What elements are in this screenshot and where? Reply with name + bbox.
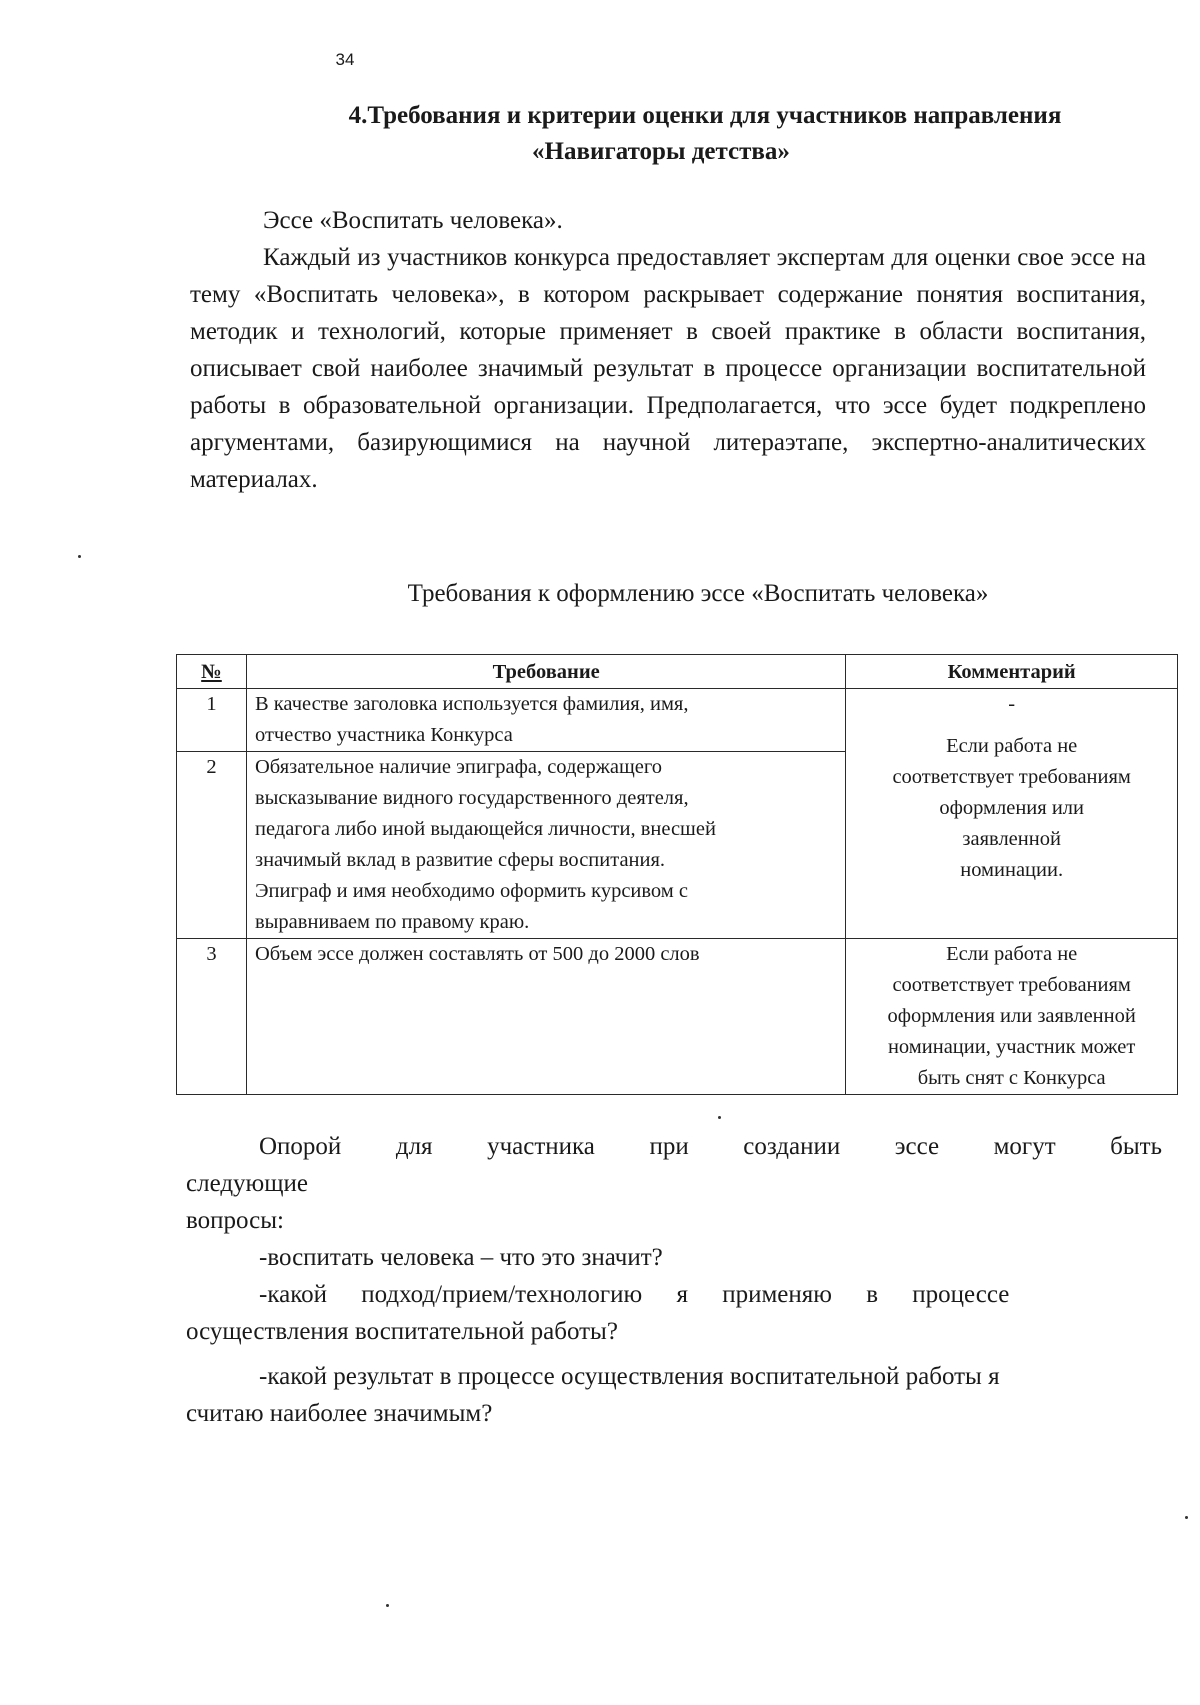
intro-paragraph: Каждый из участников конкурса предоставляет экспертам для оценки свое эссе на тему «Воспитать человека», в котором раскрывает содержание понятия воспитания, методик и технологий, которые применяет в своей практике в области воспитания, описывает свой наиболее значимый результат в процессе организации воспитательной работы в образовательной организации. Предполагается, что эссе будет подкреплено аргументами, базирующимися на научной литераэтапе, экспертно-аналитических материалах. [190, 244, 1146, 493]
comment-line: заявленной [962, 828, 1061, 850]
scan-speck [1185, 1516, 1188, 1519]
header-requirement: Требование [246, 655, 845, 689]
comment-line: соответствует требованиям [892, 974, 1131, 996]
table-row [177, 939, 1178, 1095]
header-number: № [177, 655, 247, 689]
comment-cell-merged [846, 689, 1178, 939]
page-number: 34 [335, 50, 355, 69]
comment-line: Если работа не [946, 735, 1078, 757]
comment-line: Если работа не [946, 943, 1078, 965]
comment-line: оформления или заявленной [887, 1005, 1136, 1027]
row-number: 1 [177, 689, 247, 752]
question-3-cont: считаю наиболее значимым? [186, 1400, 493, 1427]
row-number: 2 [177, 752, 247, 939]
comment-line: номинации. [960, 859, 1064, 881]
table-header-row [177, 655, 1178, 689]
heading-line-2: «Навигаторы детства» [532, 138, 790, 165]
requirement-cell [246, 752, 845, 939]
section-heading [186, 98, 1122, 170]
requirement-cell [246, 689, 845, 752]
comment-cell [846, 939, 1178, 1095]
question-2: -какой подход/прием/технологию я применяю в процессе [259, 1281, 1010, 1308]
row-number: 3 [177, 939, 247, 1095]
comment-line: оформления или [939, 797, 1085, 819]
question-1: -воспитать человека – что это значит? [259, 1244, 663, 1271]
comment-dash: - [1008, 693, 1016, 715]
heading-line-1: 4.Требования и критерии оценки для участников направления [348, 102, 1062, 129]
requirement-line: Объем эссе должен составлять от 500 до 2000 слов [254, 943, 700, 965]
requirement-cell [246, 939, 845, 1095]
intro-section [190, 202, 1146, 498]
requirement-line: Эпиграф и имя необходимо оформить курсивом с [254, 880, 688, 902]
requirements-table [176, 654, 1178, 1095]
table-title: Требования к оформлению эссе «Воспитать человека» [407, 580, 989, 607]
questions-intro-cont: вопросы: [186, 1207, 284, 1234]
requirement-line: В качестве заголовка используется фамилия, имя, [254, 693, 689, 715]
requirement-line: высказывание видного государственного деятеля, [254, 787, 689, 809]
requirement-line: выравниваем по правому краю. [254, 911, 530, 933]
requirement-line: Обязательное наличие эпиграфа, содержащего [254, 756, 663, 778]
question-2-cont: осуществления воспитательной работы? [186, 1318, 618, 1345]
scan-speck [718, 1116, 721, 1119]
scan-speck [78, 555, 81, 558]
essay-title: Эссе «Воспитать человека». [263, 207, 563, 234]
comment-line: быть снят с Конкурса [917, 1067, 1106, 1089]
scan-speck [386, 1604, 389, 1607]
question-3: -какой результат в процессе осуществления воспитательной работы я [259, 1363, 1000, 1390]
header-comment: Комментарий [846, 655, 1178, 689]
table-row [177, 689, 1178, 752]
comment-line: соответствует требованиям [892, 766, 1131, 788]
questions-section [186, 1128, 1162, 1432]
requirement-line: значимый вклад в развитие сферы воспитания. [254, 849, 666, 871]
comment-line: номинации, участник может [887, 1036, 1136, 1058]
questions-intro: Опорой для участника при создании эссе могут быть следующие [186, 1133, 1162, 1197]
requirement-line: отчество участника Конкурса [254, 724, 513, 746]
requirement-line: педагога либо иной выдающейся личности, внесшей [254, 818, 716, 840]
